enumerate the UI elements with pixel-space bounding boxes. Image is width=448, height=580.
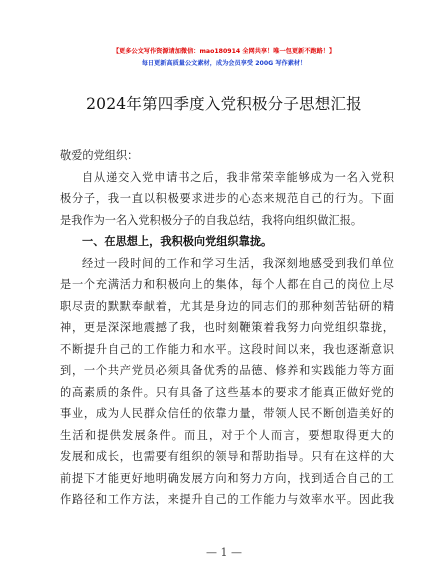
page-number: — 1 — <box>206 546 242 559</box>
paragraph-line: 自从递交入党申请书之后，我非常荣幸能够成为一名入党积 <box>82 170 394 184</box>
promo-banner-line-2: 每日更新高质量公文素材，成为会员享受 200G 写作素材！ <box>141 60 307 67</box>
paragraph-line: 职尽责的默默奉献着，尤其是身边的同志们的那种刻苦钻研的精 <box>60 299 394 313</box>
paragraph-line: 是一个充满活力和积极向上的集体，每个人都在自己的岗位上尽 <box>60 278 394 291</box>
paragraph-line: 生活和提供发展条件。而且，对于个人而言，要想取得更大的 <box>60 428 394 442</box>
paragraph-line: 神，更是深深地震撼了我，也时刻鞭策着我努力向党组织靠拢， <box>60 321 394 334</box>
section-heading: 一、在思想上，我积极向党组织靠拢。 <box>82 235 273 248</box>
paragraph-line: 极分子，我一直以积极要求进步的心态来规范自己的行为。下面 <box>60 192 394 205</box>
paragraph-line: 到，一个共产党员必须具备优秀的品德、修养和实践能力等方面 <box>60 364 394 377</box>
paragraph-line: 的高素质的条件。只有具备了这些基本的要求才能真正做好党的 <box>60 385 394 399</box>
paragraph-line: 前提下才能更好地明确发展方向和努力方向，找到适合自己的工 <box>60 471 394 485</box>
paragraph-line: 事业，成为人民群众信任的依靠力量，带领人民不断创造美好的 <box>60 407 394 420</box>
promo-banner-line-1: 【更多公文写作资源请加微信：mao180914 全网共享！唯一包更新不跑路！】 <box>112 48 336 55</box>
paragraph-line: 经过一段时间的工作和学习生活，我深刻地感受到我们单位 <box>82 256 394 270</box>
paragraph-line: 发展和成长，也需要有组织的领导和帮助指导。只有在这样的大 <box>60 450 394 463</box>
paragraph-line: 是我作为一名入党积极分子的自我总结，我将向组织做汇报。 <box>60 213 363 227</box>
document-title: 2024年第四季度入党积极分子思想汇报 <box>86 95 362 113</box>
document-body <box>60 145 394 511</box>
paragraph-line: 不断提升自己的工作能力和水平。这段时间以来，我也逐渐意识 <box>60 342 394 356</box>
salutation: 敬爱的党组织： <box>60 149 139 162</box>
paragraph-line: 作路径和工作方法，来提升自己的工作能力与效率水平。因此我 <box>60 493 394 506</box>
